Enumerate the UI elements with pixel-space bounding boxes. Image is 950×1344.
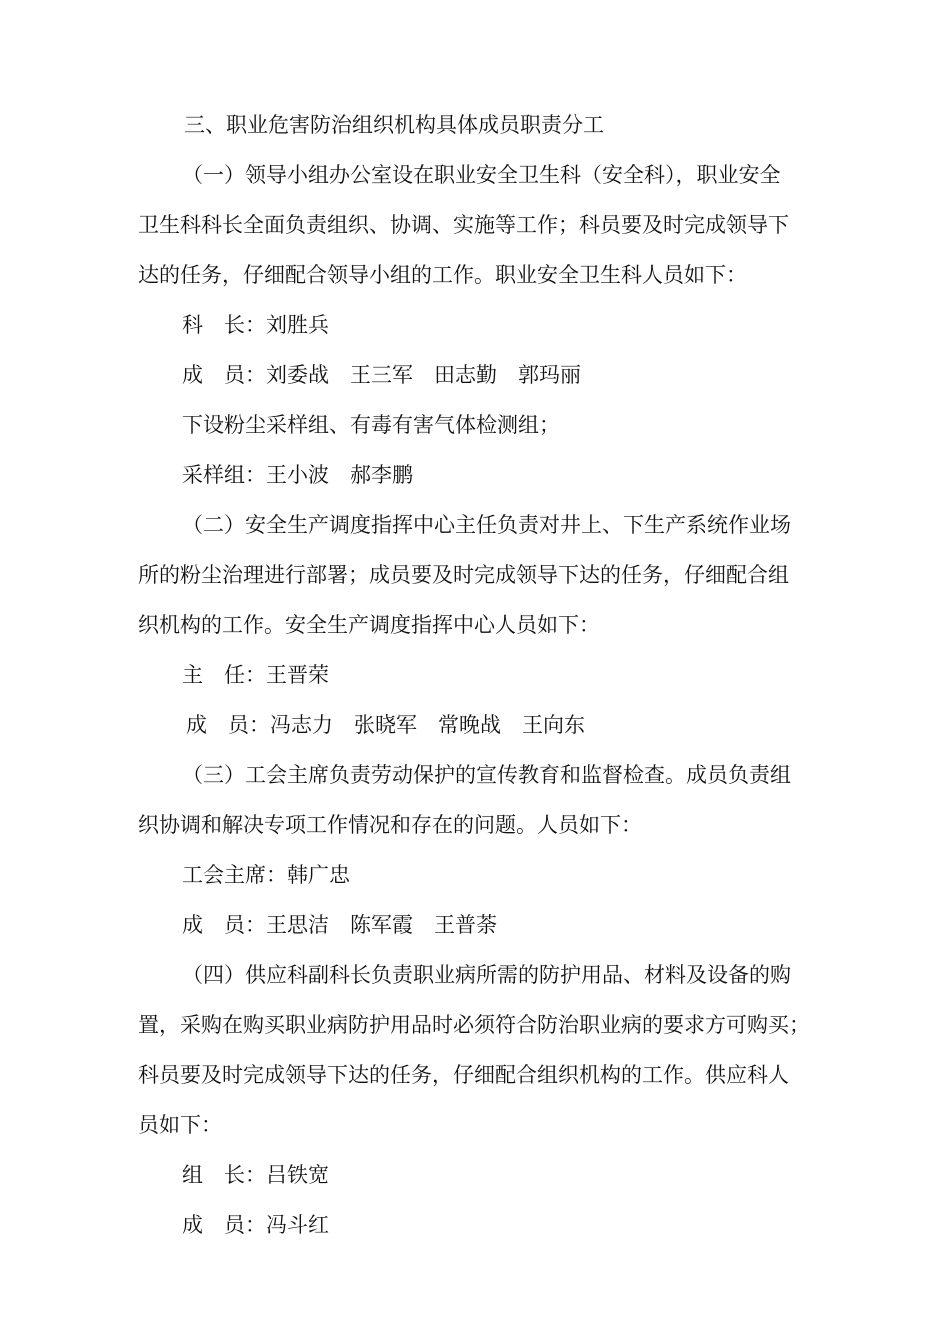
section4-paragraph-line4: 员如下： [138,1113,222,1137]
section2-members: 成 员：冯志力 张晓军 常晚战 王向东 [186,713,585,737]
section3-members: 成 员：王思洁 陈军霞 王普荼 [182,913,497,937]
section1-paragraph-line3: 达的任务，仔细配合领导小组的工作。职业安全卫生科人员如下： [138,263,747,287]
section2-paragraph-line3: 织机构的工作。安全生产调度指挥中心人员如下： [138,613,600,637]
section4-leader: 组 长：吕铁宽 [182,1163,329,1187]
section-heading: 三、职业危害防治组织机构具体成员职责分工 [184,113,604,137]
section4-paragraph-line1: （四）供应科副科长负责职业病所需的防护用品、材料及设备的购 [182,963,791,987]
section3-chair: 工会主席：韩广忠 [182,863,350,887]
section2-paragraph-line1: （二）安全生产调度指挥中心主任负责对井上、下生产系统作业场 [182,513,791,537]
section1-paragraph-line1: （一）领导小组办公室设在职业安全卫生科（安全科），职业安全 [182,163,781,187]
section1-paragraph-line2: 卫生科科长全面负责组织、协调、实施等工作；科员要及时完成领导下 [138,213,789,237]
section3-paragraph-line1: （三）工会主席负责劳动保护的宣传教育和监督检查。成员负责组 [182,763,791,787]
section1-members: 成 员：刘委战 王三军 田志勤 郭玛丽 [182,363,581,387]
section4-paragraph-line2: 置，采购在购买职业病防护用品时必须符合防治职业病的要求方可购买； [138,1013,810,1037]
section1-chief: 科 长：刘胜兵 [182,313,329,337]
section3-paragraph-line2: 织协调和解决专项工作情况和存在的问题。人员如下： [138,813,642,837]
section1-subgroups: 下设粉尘采样组、有毒有害气体检测组； [182,413,560,437]
section4-paragraph-line3: 科员要及时完成领导下达的任务，仔细配合组织机构的工作。供应科人 [138,1063,789,1087]
section4-members: 成 员：冯斗红 [182,1213,329,1237]
section1-sampling-group: 采样组：王小波 郝李鹏 [182,463,413,487]
section2-paragraph-line2: 所的粉尘治理进行部署；成员要及时完成领导下达的任务，仔细配合组 [138,563,789,587]
section2-director: 主 任：王晋荣 [182,663,329,687]
